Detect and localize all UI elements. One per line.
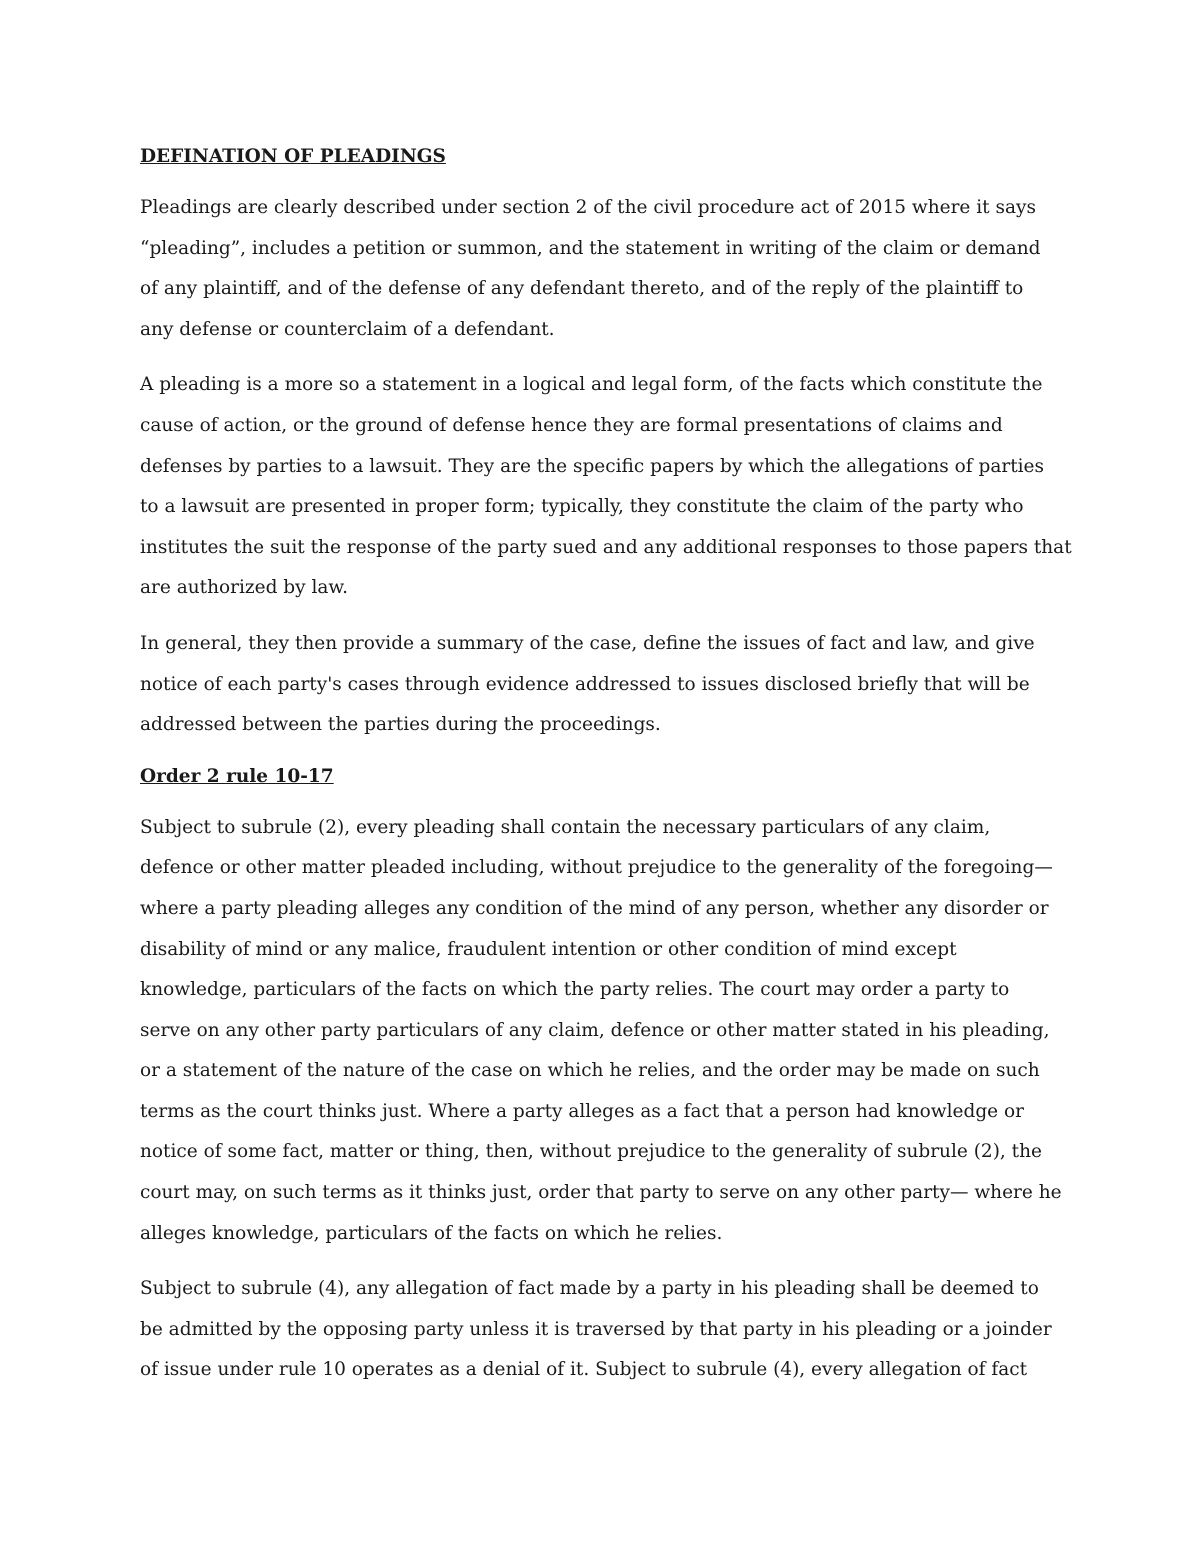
text-line: Subject to subrule (2), every pleading shall contain the necessary particulars of any claim, [140, 816, 991, 838]
text-line: be admitted by the opposing party unless it is traversed by that party in his pleading or a joinder [140, 1318, 1052, 1340]
text-line: A pleading is a more so a statement in a logical and legal form, of the facts which constitute the [140, 374, 1043, 396]
text-line: notice of some fact, matter or thing, then, without prejudice to the generality of subrule (2), the [140, 1141, 1042, 1163]
text-line: of issue under rule 10 operates as a denial of it. Subject to subrule (4), every allegation of fact [140, 1359, 1028, 1381]
paragraph-2 [140, 365, 1072, 609]
text-line: court may, on such terms as it thinks just, order that party to serve on any other party— where he [140, 1182, 1062, 1204]
heading-definition: DEFINATION OF PLEADINGS [140, 146, 446, 167]
text-line: addressed between the parties during the proceedings. [140, 714, 661, 736]
text-line: disability of mind or any malice, fraudulent intention or other condition of mind except [140, 938, 957, 960]
text-line: to a lawsuit are presented in proper form; typically, they constitute the claim of the party who [140, 496, 1024, 518]
text-line: In general, they then provide a summary of the case, define the issues of fact and law, and give [140, 632, 1035, 654]
text-line: Subject to subrule (4), any allegation of fact made by a party in his pleading shall be deemed to [140, 1278, 1039, 1300]
paragraph-3 [140, 624, 1060, 746]
paragraph-1 [140, 188, 1060, 350]
text-line: knowledge, particulars of the facts on which the party relies. The court may order a party to [140, 979, 1010, 1001]
text-line: or a statement of the nature of the case on which he relies, and the order may be made on such [140, 1060, 1040, 1082]
text-line: defenses by parties to a lawsuit. They are the specific papers by which the allegations of parties [140, 455, 1044, 477]
text-line: are authorized by law. [140, 577, 348, 599]
paragraph-4 [140, 808, 1060, 1255]
text-line: cause of action, or the ground of defense hence they are formal presentations of claims and [140, 414, 1003, 436]
text-line: “pleading”, includes a petition or summon, and the statement in writing of the claim or demand [140, 237, 1041, 259]
heading-order-2-rule: Order 2 rule 10-17 [140, 765, 334, 787]
text-line: notice of each party's cases through evidence addressed to issues disclosed briefly that will be [140, 673, 1030, 695]
text-line: institutes the suit the response of the party sued and any additional responses to those papers that [140, 536, 1072, 558]
text-line: where a party pleading alleges any condition of the mind of any person, whether any disorder or [140, 897, 1049, 919]
text-line: any defense or counterclaim of a defendant. [140, 318, 555, 340]
document-body [140, 141, 1072, 1406]
text-line: terms as the court thinks just. Where a party alleges as a fact that a person had knowledge or [140, 1100, 1024, 1122]
text-line: of any plaintiff, and of the defense of any defendant thereto, and of the reply of the plaintiff to [140, 278, 1024, 300]
text-line: defence or other matter pleaded including, without prejudice to the generality of the foregoing— [140, 857, 1053, 879]
text-line: serve on any other party particulars of any claim, defence or other matter stated in his pleading, [140, 1019, 1050, 1041]
text-line: alleges knowledge, particulars of the facts on which he relies. [140, 1222, 723, 1244]
text-line: Pleadings are clearly described under section 2 of the civil procedure act of 2015 where it says [140, 197, 1036, 218]
paragraph-5 [140, 1269, 1060, 1391]
